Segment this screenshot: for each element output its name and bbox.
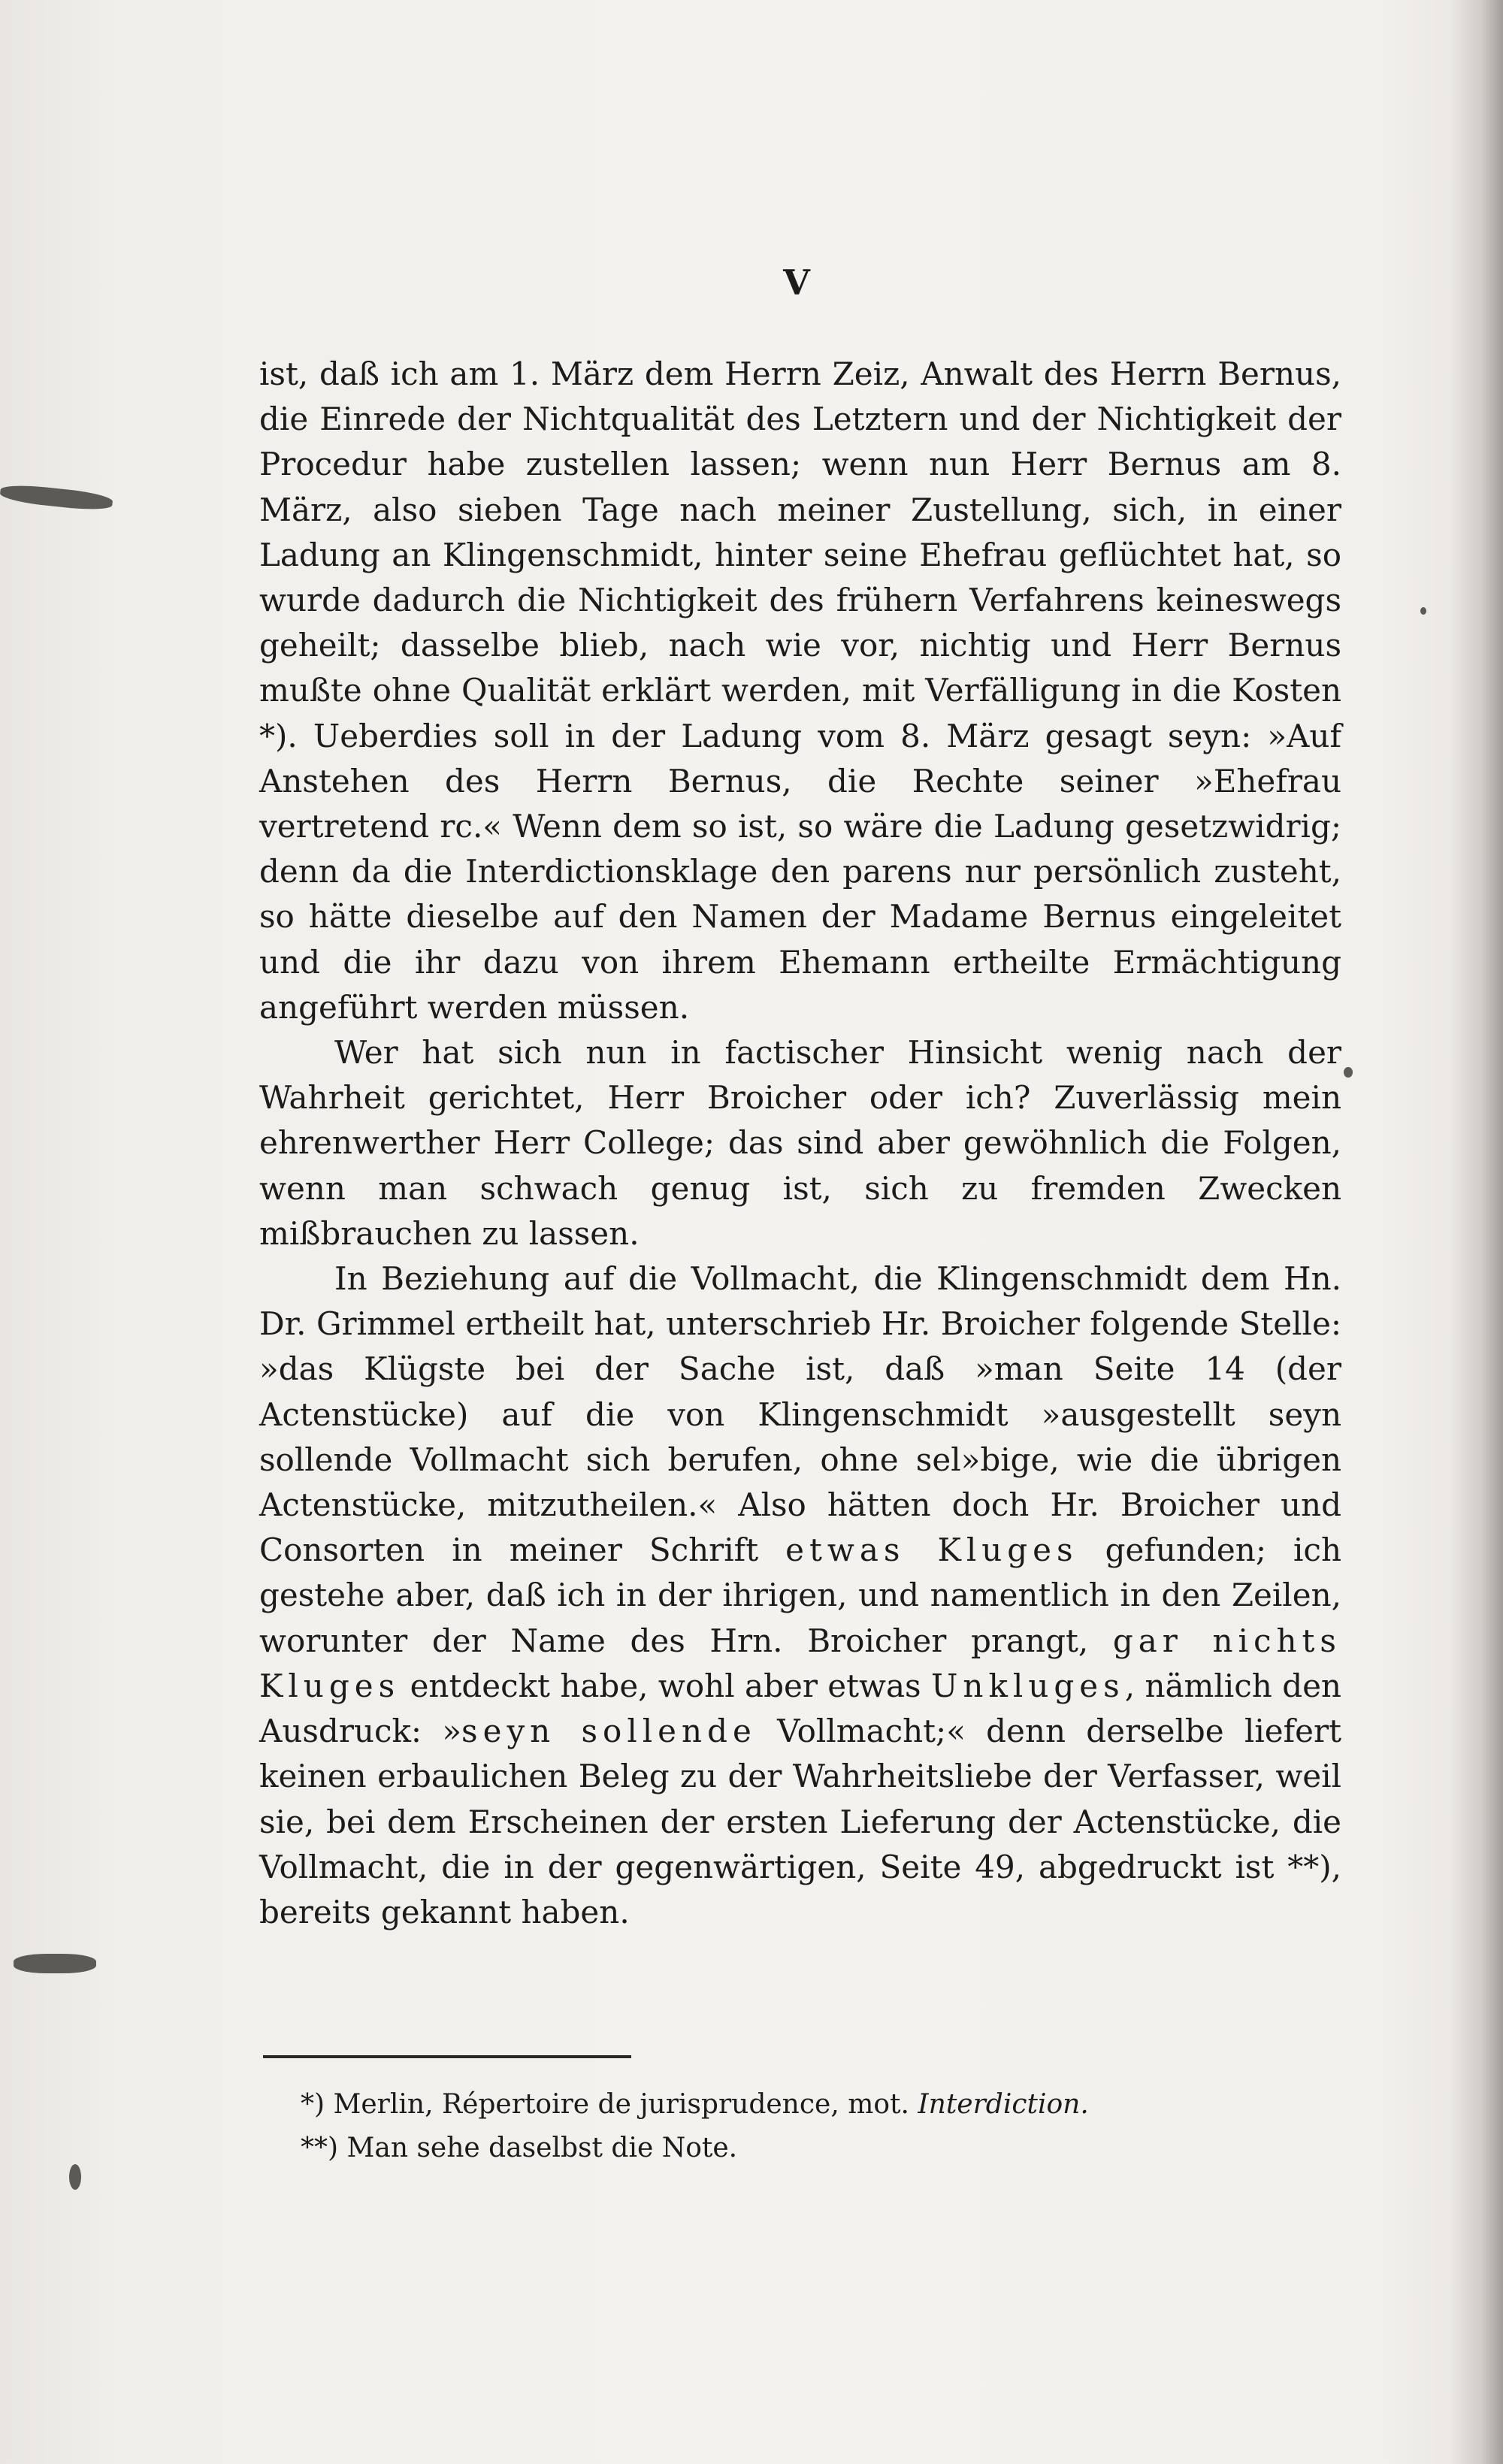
emphasized-text: etwas Kluges xyxy=(785,1531,1078,1569)
footnote xyxy=(301,2127,1338,2170)
footnotes xyxy=(301,2083,1338,2170)
paragraph: ist, daß ich am 1. März dem Herrn Zeiz, Anwalt des Herrn Bernus, die Einrede der Nichtqualität des Letztern und der Nichtigkeit der Procedur habe zustellen lassen; wenn nun Herr Bernus am 8. März, also sieben Tage nach meiner Zustellung, sich, in einer Ladung an Klingenschmidt, hinter seine Ehefrau geflüchtet hat, so wurde dadurch die Nichtigkeit des frühern Verfahrens keineswegs geheilt; dasselbe blieb, nach wie vor, nichtig und Herr Bernus mußte ohne Qualität erklärt werden, mit Verfälligung in die Kosten *). Ueberdies soll in der Ladung vom 8. März gesagt seyn: »Auf Anstehen des Herrn Bernus, die Rechte seiner »Ehefrau vertretend rc.« Wenn dem so ist, so wäre die Ladung gesetzwidrig; denn da die Interdictionsklage den parens nur persönlich zusteht, so hätte dieselbe auf den Namen der Madame Bernus eingeleitet und die ihr dazu von ihrem Ehemann ertheilte Ermächtigung angeführt werden müssen. xyxy=(259,355,1341,1026)
footnote-text: Man sehe daselbst die Note. xyxy=(346,2133,738,2163)
footnote-marker: *) xyxy=(301,2089,325,2120)
footnote-italic-text: Interdiction. xyxy=(918,2089,1089,2120)
page-number: V xyxy=(783,262,810,303)
ink-speck xyxy=(1344,1067,1353,1078)
paragraph xyxy=(259,1256,1341,1935)
footnote-divider xyxy=(263,2055,631,2058)
paragraph-text: gefunden; ich gestehe aber, daß ich in der ihrigen, und namentlich in den Zeilen, worunter der Name des Hrn. Broicher prangt, xyxy=(259,1531,1341,1659)
ink-smudge xyxy=(14,1954,96,1973)
footnote xyxy=(301,2083,1338,2127)
ink-smudge xyxy=(0,482,113,512)
paragraph-text: Vollmacht;« denn derselbe liefert keinen erbaulichen Beleg zu der Wahrheitsliebe der Verfasser, weil sie, bei dem Erscheinen der ersten Lieferung der Actenstücke, die Vollmacht, die in der gegenwärtigen, Seite 49, abgedruckt ist **), bereits gekannt haben. xyxy=(259,1713,1341,1930)
paragraph-text: , nämlich den Ausdruck: » xyxy=(259,1667,1341,1750)
paragraph: Wer hat sich nun in factischer Hinsicht wenig nach der Wahrheit gerichtet, Herr Broicher oder ich? Zuverlässig mein ehrenwerther Herr College; das sind aber gewöhnlich die Folgen, wenn man schwach genug ist, sich zu fremden Zwecken mißbrauchen zu lassen. xyxy=(259,1034,1341,1252)
footnote-marker: **) xyxy=(301,2133,339,2163)
ink-smudge xyxy=(69,2164,81,2190)
paragraph-text: In Beziehung auf die Vollmacht, die Klingenschmidt dem Hn. Dr. Grimmel ertheilt hat, unterschrieb Hr. Broicher folgende Stelle: »das Klügste bei der Sache ist, daß »man Seite 14 (der Actenstücke) auf die von Klingenschmidt »ausgestellt seyn sollende Vollmacht sich berufen, ohne sel»bige, wie die übrigen Actenstücke, mitzutheilen.« Also hätten doch Hr. Broicher und Consorten in meiner Schrift xyxy=(259,1260,1341,1569)
emphasized-text: Unkluges xyxy=(931,1667,1125,1704)
footnote-text: Merlin, Répertoire de jurisprudence, mot. xyxy=(333,2089,909,2120)
page-edge-shadow xyxy=(1450,0,1503,2464)
emphasized-text: seyn sollende xyxy=(461,1713,757,1750)
emphasized-text: gar nichts Kluges xyxy=(259,1622,1341,1704)
paragraph-text: entdeckt habe, wohl aber etwas xyxy=(410,1667,921,1704)
ink-speck xyxy=(1420,607,1426,615)
main-text xyxy=(259,352,1341,1935)
